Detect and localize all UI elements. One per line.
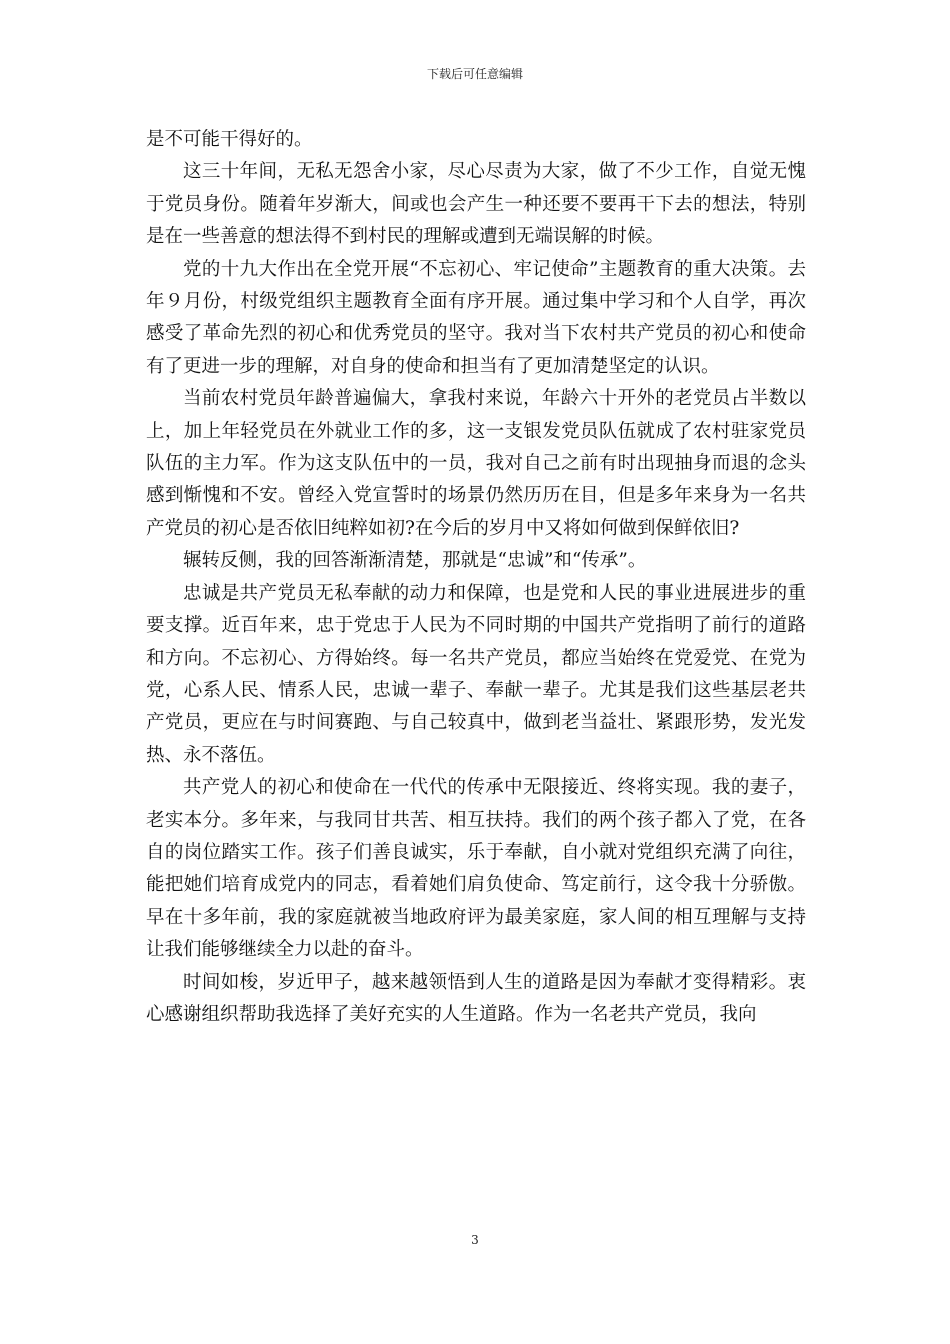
- paragraph-8: 时间如梭，岁近甲子，越来越领悟到人生的道路是因为奉献才变得精彩。衷心感谢组织帮助我选择了美好充实的人生道路。作为一名老共产党员，我向: [146, 971, 806, 1025]
- page-number: 3: [471, 1233, 479, 1247]
- paragraph-4: 当前农村党员年龄普遍偏大，拿我村来说，年龄六十开外的老党员占半数以上，加上年轻党员在外就业工作的多，这一支银发党员队伍就成了农村驻家党员队伍的主力军。作为这支队伍中的一员，我对自己之前有时出现抽身而退的念头感到惭愧和不安。曾经入党宣誓时的场景仍然历历在目，但是多年来身为一名共产党员的初心是否依旧纯粹如初?在今后的岁月中又将如何做到保鲜依旧?: [146, 388, 806, 539]
- paragraph-3: 党的十九大作出在全党开展“不忘初心、牢记使命”主题教育的重大决策。去年９月份，村级党组织主题教育全面有序开展。通过集中学习和个人自学，再次感受了革命先烈的初心和优秀党员的坚守。我对当下农村共产党员的初心和使命有了更进一步的理解，对自身的使命和担当有了更加清楚坚定的认识。: [146, 258, 806, 377]
- page-header: 下载后可任意编辑: [426, 67, 523, 81]
- paragraph-6: 忠诚是共产党员无私奉献的动力和保障，也是党和人民的事业进展进步的重要支撑。近百年来，忠于党忠于人民为不同时期的中国共产党指明了前行的道路和方向。不忘初心、方得始终。每一名共产党员，都应当始终在党爱党、在党为党，心系人民、情系人民，忠诚一辈子、奉献一辈子。尤其是我们这些基层老共产党员，更应在与时间赛跑、与自己较真中，做到老当益壮、紧跟形势，发光发热、永不落伍。: [146, 582, 806, 766]
- document-body: [146, 124, 806, 1031]
- paragraph-7: 共产党人的初心和使命在一代代的传承中无限接近、终将实现。我的妻子，老实本分。多年来，与我同甘共苦、相互扶持。我们的两个孩子都入了党，在各自的岗位踏实工作。孩子们善良诚实，乐于奉献，自小就对党组织充满了向往，能把她们培育成党内的同志，看着她们肩负使命、笃定前行，这令我十分骄傲。早在十多年前，我的家庭就被当地政府评为最美家庭，家人间的相互理解与支持让我们能够继续全力以赴的奋斗。: [146, 777, 806, 961]
- paragraph-1: 是不可能干得好的。: [146, 129, 313, 150]
- paragraph-5: 辗转反侧，我的回答渐渐清楚，那就是“忠诚”和“传承”。: [183, 550, 647, 572]
- paragraph-2: 这三十年间，无私无怨舍小家，尽心尽责为大家，做了不少工作，自觉无愧于党员身份。随着年岁渐大，间或也会产生一种还要不要再干下去的想法，特别是在一些善意的想法得不到村民的理解或遭到无端误解的时候。: [146, 161, 806, 248]
